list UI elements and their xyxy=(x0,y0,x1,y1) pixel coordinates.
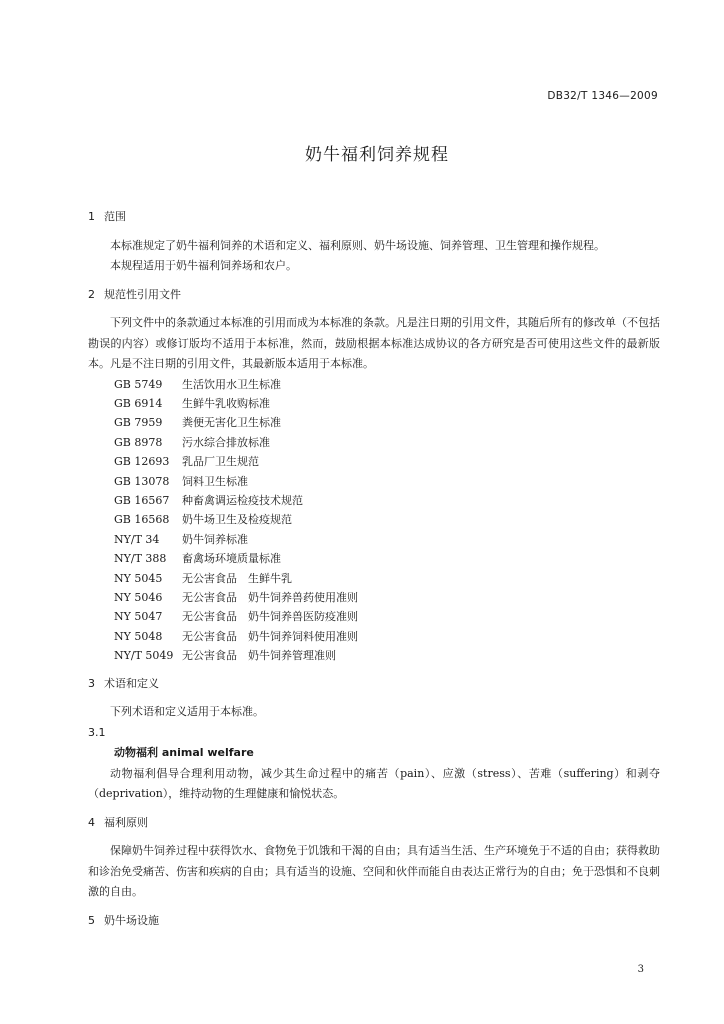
reference-code: NY/T 388 xyxy=(114,552,167,566)
section-number: 5 xyxy=(88,913,95,927)
reference-code: GB 12693 xyxy=(114,455,170,469)
section-heading-scope xyxy=(88,207,660,228)
list-item xyxy=(114,413,660,432)
reference-name: 生鲜牛乳收购标准 xyxy=(182,396,270,410)
reference-name: 无公害食品 奶牛饲养管理准则 xyxy=(182,649,336,663)
paragraph: 本规程适用于奶牛福利饲养场和农户。 xyxy=(110,259,297,272)
reference-code: NY/T 5049 xyxy=(114,649,174,663)
list-item xyxy=(114,646,660,665)
paragraph: 下列术语和定义适用于本标准。 xyxy=(110,705,264,719)
reference-code: GB 5749 xyxy=(114,377,163,391)
reference-name: 生活饮用水卫生标准 xyxy=(182,377,281,391)
reference-name: 乳品厂卫生规范 xyxy=(182,455,259,469)
subsection-number: 3.1 xyxy=(88,725,106,739)
section-heading-terms xyxy=(88,674,660,695)
reference-list xyxy=(88,375,660,666)
list-item xyxy=(114,510,660,529)
list-item xyxy=(114,394,660,413)
list-item xyxy=(114,530,660,549)
document-body xyxy=(88,207,660,931)
reference-name: 奶牛饲养标准 xyxy=(182,532,248,546)
section-heading-normative-references xyxy=(88,285,660,306)
section-title: 福利原则 xyxy=(104,815,148,829)
reference-name: 无公害食品 生鲜牛乳 xyxy=(182,571,292,585)
list-item xyxy=(114,472,660,491)
section-heading-welfare-principles xyxy=(88,813,660,834)
reference-code: GB 13078 xyxy=(114,474,170,488)
section-number: 3 xyxy=(88,676,95,690)
term-definition: 动物福利倡导合理利用动物，减少其生命过程中的痛苦（pain）、应激（stress）、苦难（suffering）和剥夺（deprivation），维持动物的生理健康和愉悦状态。 xyxy=(88,766,660,801)
section-number: 1 xyxy=(88,210,95,223)
list-item xyxy=(114,433,660,452)
section-heading-farm-facilities xyxy=(88,911,660,932)
reference-code: GB 16568 xyxy=(114,513,170,527)
reference-code: NY 5048 xyxy=(114,629,163,643)
reference-code: NY 5046 xyxy=(114,590,163,604)
reference-name: 畜禽场环境质量标准 xyxy=(182,552,281,566)
list-item xyxy=(114,607,660,626)
list-item xyxy=(114,375,660,394)
list-item xyxy=(114,588,660,607)
reference-name: 无公害食品 奶牛饲养饲料使用准则 xyxy=(182,629,358,643)
reference-name: 无公害食品 奶牛饲养兽药使用准则 xyxy=(182,590,358,604)
reference-name: 粪便无害化卫生标准 xyxy=(182,416,281,430)
reference-name: 无公害食品 奶牛饲养兽医防疫准则 xyxy=(182,610,358,624)
list-item xyxy=(114,569,660,588)
list-item xyxy=(114,452,660,471)
paragraph: 下列文件中的条款通过本标准的引用而成为本标准的条款。凡是注日期的引用文件，其随后所有的修改单（不包括勘误的内容）或修订版均不适用于本标准，然而，鼓励根据本标准达成协议的各方研究是否可使用这些文件的最新版本。凡是不注日期的引用文件，其最新版本适用于本标准。 xyxy=(88,316,660,370)
reference-code: NY 5047 xyxy=(114,610,163,624)
standard-code: DB32/T 1346—2009 xyxy=(547,90,658,102)
reference-code: NY/T 34 xyxy=(114,532,160,546)
paragraph: 本标准规定了奶牛福利饲养的术语和定义、福利原则、奶牛场设施、饲养管理、卫生管理和操作规程。 xyxy=(110,238,605,252)
reference-code: NY 5045 xyxy=(114,571,163,585)
section-title: 术语和定义 xyxy=(104,676,159,690)
paragraph: 保障奶牛饲养过程中获得饮水、食物免于饥饿和干渴的自由；具有适当生活、生产环境免于不适的自由；获得救助和诊治免受痛苦、伤害和疾病的自由；具有适当的设施、空间和伙伴而能自由表达正常行为的自由；免于恐惧和不良刺激的自由。 xyxy=(88,844,660,899)
reference-code: GB 8978 xyxy=(114,435,163,449)
section-number: 4 xyxy=(88,815,95,829)
reference-name: 奶牛场卫生及检疫规范 xyxy=(182,513,292,527)
list-item xyxy=(114,549,660,568)
list-item xyxy=(114,627,660,646)
term-title: 动物福利 animal welfare xyxy=(114,746,254,760)
section-title: 奶牛场设施 xyxy=(104,913,159,927)
page-number: 3 xyxy=(637,964,644,975)
page-title: 奶牛福利饲养规程 xyxy=(305,145,449,165)
reference-code: GB 16567 xyxy=(114,493,170,507)
section-title: 范围 xyxy=(104,210,126,223)
reference-code: GB 7959 xyxy=(114,416,163,430)
reference-name: 饲料卫生标准 xyxy=(182,474,248,488)
reference-name: 污水综合排放标准 xyxy=(182,435,270,449)
list-item xyxy=(114,491,660,510)
reference-name: 种畜禽调运检疫技术规范 xyxy=(182,493,303,507)
reference-code: GB 6914 xyxy=(114,396,163,410)
section-title: 规范性引用文件 xyxy=(104,287,181,301)
section-number: 2 xyxy=(88,287,95,301)
